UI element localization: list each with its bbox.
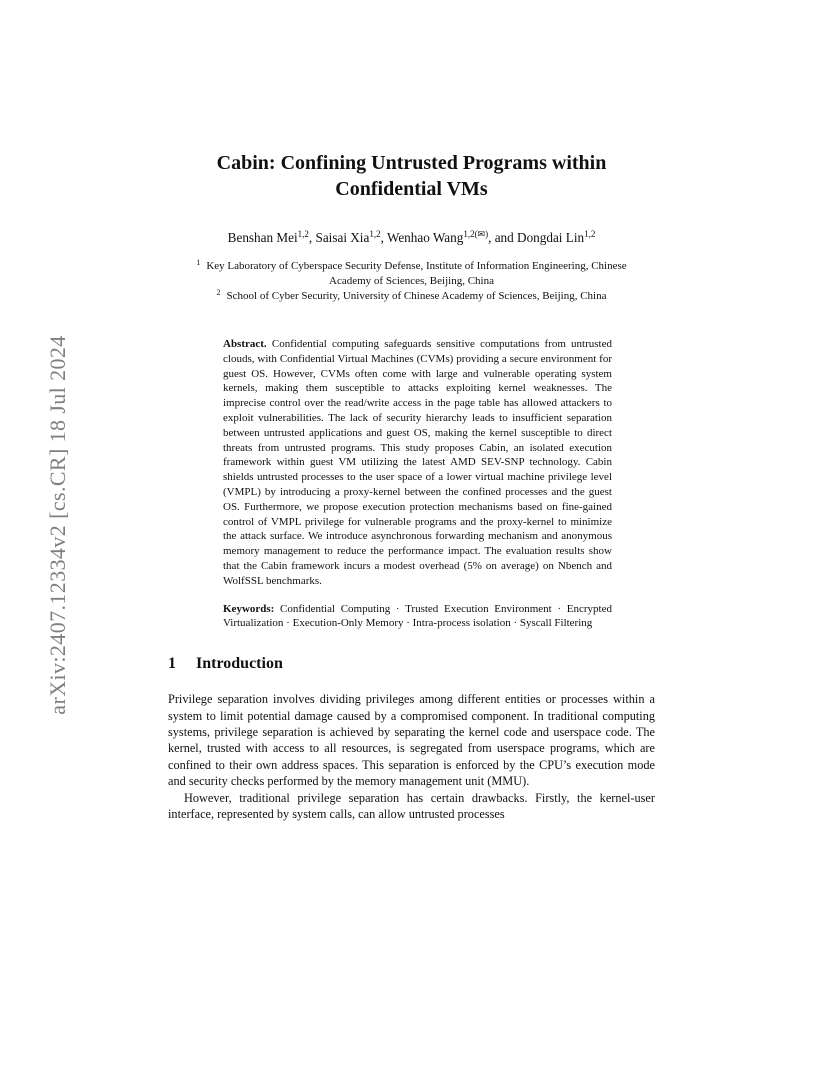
affiliation-1 xyxy=(168,259,655,289)
abstract-label: Abstract. xyxy=(223,338,267,350)
arxiv-identifier: arXiv:2407.12334v2 [cs.CR] 18 Jul 2024 xyxy=(45,335,70,715)
author-list xyxy=(168,229,655,247)
section-number: 1 xyxy=(168,655,176,673)
affiliation-text: Key Laboratory of Cyberspace Security Defense, Institute of Information Engineering, Chinese Academy of Sciences, Beijing, China xyxy=(206,260,627,287)
author-separator: , xyxy=(308,230,316,245)
section-body xyxy=(168,691,655,822)
author-affiliation-marker: 1,2 xyxy=(297,229,309,239)
abstract xyxy=(223,337,612,589)
author-separator: , and xyxy=(488,230,518,245)
affiliation-text: School of Cyber Security, University of Chinese Academy of Sciences, Beijing, China xyxy=(226,290,607,302)
keywords xyxy=(223,602,612,632)
affiliations xyxy=(168,259,655,304)
section-heading xyxy=(168,655,655,673)
author-name: Wenhao Wang xyxy=(386,230,464,245)
affiliation-number: 1 xyxy=(196,258,201,267)
abstract-text: Confidential computing safeguards sensitive computations from untrusted clouds, with Confidential Virtual Machines (CVMs) providing a secure environment for guest OS. However, CVMs often come with large and vulnerable operating system kernels, making them susceptible to attacks exploiting kernel weaknesses. The imprecise control over the read/write access in the page table has allowed attackers to exploit vulnerabilities. The lack of security hierarchy leads to insufficient separation between untrusted applications and guest OS, making the kernel susceptible to direct threats from untrusted programs. This study proposes Cabin, an isolated execution framework within guest VM utilizing the latest AMD SEV-SNP technology. Cabin shields untrusted processes to the user space of a lower virtual machine privilege level (VMPL) by introducing a proxy-kernel between the confined processes and the guest OS. Furthermore, we propose execution protection mechanisms based on fine-gained control of VMPL privilege for vulnerable programs and the proxy-kernel to minimize the attack surface. We introduce asynchronous forwarding mechanism and anonymous memory management to reduce the performance impact. The evaluation results show that the Cabin framework incurs a modest overhead (5% on average) on Nbench and WolfSSL benchmarks. xyxy=(223,338,612,587)
author-affiliation-marker: 1,2 xyxy=(369,229,381,239)
author-separator: , xyxy=(380,230,387,245)
author-affiliation-marker: 1,2(✉) xyxy=(463,229,489,239)
author-name: Saisai Xia xyxy=(315,230,370,245)
author-name: Dongdai Lin xyxy=(517,230,585,245)
paragraph: Privilege separation involves dividing privileges among different entities or processes within a system to limit potential damage caused by a compromised component. In traditional computing systems, privilege separation is achieved by separating the kernel code and userspace code. The kernel, trusted with access to all resources, is segregated from userspace programs, which are confined to their own address spaces. This separation is enforced by the CPU’s execution mode and security checks performed by the memory management unit (MMU). xyxy=(168,692,655,789)
affiliation-number: 2 xyxy=(216,288,221,297)
keywords-label: Keywords: xyxy=(223,602,275,615)
affiliation-2 xyxy=(168,289,655,304)
section-title: Introduction xyxy=(196,655,283,673)
author-affiliation-marker: 1,2 xyxy=(584,229,596,239)
author-name: Benshan Mei xyxy=(227,230,298,245)
paragraph: However, traditional privilege separation has certain drawbacks. Firstly, the kernel-user interface, represented by system calls, can allow untrusted processes xyxy=(168,790,655,821)
keywords-text: Confidential Computing · Trusted Execution Environment · Encrypted Virtualization · Execution-Only Memory · Intra-process isolation · Syscall Filtering xyxy=(223,602,612,630)
paper-page xyxy=(168,150,655,822)
paper-title: Cabin: Confining Untrusted Programs within Confidential VMs xyxy=(216,152,607,200)
